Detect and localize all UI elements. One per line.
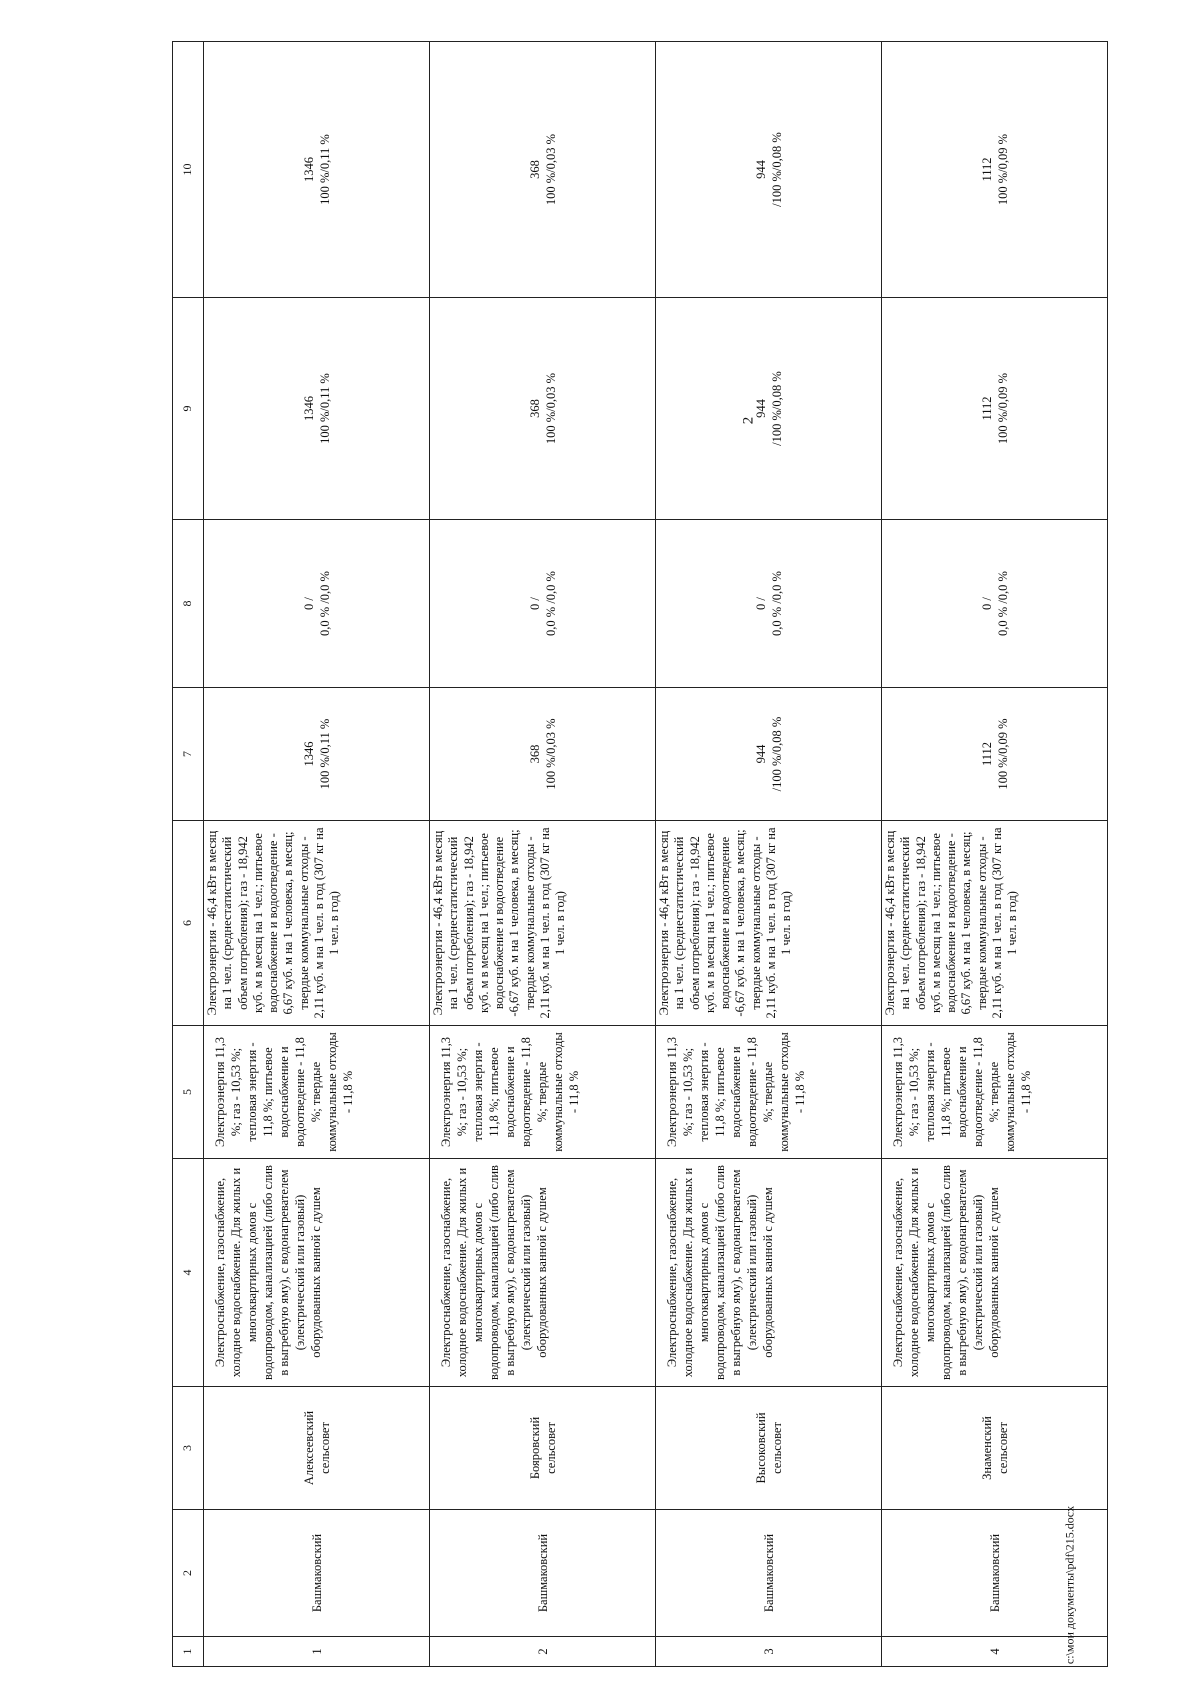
- col-num-5: 5: [173, 1026, 204, 1159]
- col9-value-cell: 1346 100 %/0,11 %: [204, 298, 430, 520]
- col-num-2: 2: [173, 1510, 204, 1637]
- tariff-index-cell: Электроэнергия 11,3 %; газ - 10,53 %; тепловая энергия - 11,8 %; питьевое водоснабжение и водоотведение - 11,8 %; твердые коммунальные отходы - 11,8 %: [204, 1026, 430, 1159]
- col-num-10: 10: [173, 42, 204, 298]
- footer-file-path: c:\мои документы\pdf\215.docx: [1062, 1505, 1077, 1665]
- col10-value-cell: 368 100 %/0,03 %: [430, 42, 656, 298]
- services-cell: Электроснабжение, газоснабжение, холодное водоснабжение. Для жилых и многоквартирных домов с водопроводом, канализацией (либо слив в выгребную яму), с водонагревателем (электрический или газовый) оборудованных ванной с душем: [882, 1159, 1108, 1387]
- consumption-norms-cell: Электроэнергия - 46,4 кВт в месяц на 1 чел. (среднестатистический объем потребления); газ - 18,942 куб. м в месяц на 1 чел.; питьевое водоснабжение и водоотведение - 6,67 куб. м на 1 человека, в месяц; твердые коммунальные отходы - 2,11 куб. м на 1 чел. в год (307 кг на 1 чел. в год): [882, 821, 1108, 1026]
- consumption-norms-cell: Электроэнергия - 46,4 кВт в месяц на 1 чел. (среднестатистический объем потребления); газ - 18,942 куб. м в месяц на 1 чел.; питьевое водоснабжение и водоотведение -6,67 куб. м на 1 человека, в месяц; твердые коммунальные отходы - 2,11 куб. м на 1 чел. в год (307 кг на 1 чел. в год): [430, 821, 656, 1026]
- col8-value-cell: 0 / 0,0 % /0,0 %: [204, 520, 430, 688]
- table-row: [882, 42, 1108, 1667]
- municipality-cell: Знаменский сельсовет: [882, 1387, 1108, 1510]
- table-row: [204, 42, 430, 1667]
- col10-value-cell: 1346 100 %/0,11 %: [204, 42, 430, 298]
- col9-value-cell: 368 100 %/0,03 %: [430, 298, 656, 520]
- col7-value-cell: 1346 100 %/0,11 %: [204, 688, 430, 821]
- row-number: 4: [882, 1637, 1108, 1667]
- row-number: 3: [656, 1637, 882, 1667]
- services-cell: Электроснабжение, газоснабжение, холодное водоснабжение. Для жилых и многоквартирных домов с водопроводом, канализацией (либо слив в выгребную яму), с водонагревателем (электрический или газовый) оборудованных ванной с душем: [656, 1159, 882, 1387]
- services-cell: Электроснабжение, газоснабжение, холодное водоснабжение. Для жилых и многоквартирных домов с водопроводом, канализацией (либо слив в выгребную яму), с водонагревателем (электрический или газовый) оборудованных ванной с душем: [204, 1159, 430, 1387]
- col8-value-cell: 0 / 0,0 % /0,0 %: [882, 520, 1108, 688]
- column-number-row: [173, 42, 204, 1667]
- col8-value-cell: 0 / 0,0 % /0,0 %: [430, 520, 656, 688]
- tariff-index-cell: Электроэнергия 11,3 %; газ - 10,53 %; тепловая энергия - 11,8 %; питьевое водоснабжение и водоотведение - 11,8 %; твердые коммунальные отходы - 11,8 %: [656, 1026, 882, 1159]
- col-num-6: 6: [173, 821, 204, 1026]
- row-number: 2: [430, 1637, 656, 1667]
- col7-value-cell: 944 /100 %/0,08 %: [656, 688, 882, 821]
- district-cell: Башмаковский: [882, 1510, 1108, 1637]
- table-row: [656, 42, 882, 1667]
- tariff-table: [172, 41, 1108, 1667]
- col9-value-cell: 944 /100 %/0,08 %: [656, 298, 882, 520]
- col-num-7: 7: [173, 688, 204, 821]
- district-cell: Башмаковский: [656, 1510, 882, 1637]
- col8-value-cell: 0 / 0,0 % /0,0 %: [656, 520, 882, 688]
- table-row: [430, 42, 656, 1667]
- col10-value-cell: 944 /100 %/0,08 %: [656, 42, 882, 298]
- tariff-index-cell: Электроэнергия 11,3 %; газ - 10,53 %; тепловая энергия - 11,8 %; питьевое водоснабжение и водоотведение - 11,8 %; твердые коммунальные отходы - 11,8 %: [430, 1026, 656, 1159]
- tariff-index-cell: Электроэнергия 11,3 %; газ - 10,53 %; тепловая энергия - 11,8 %; питьевое водоснабжение и водоотведение - 11,8 %; твердые коммунальные отходы - 11,8 %: [882, 1026, 1108, 1159]
- services-cell: Электроснабжение, газоснабжение, холодное водоснабжение. Для жилых и многоквартирных домов с водопроводом, канализацией (либо слив в выгребную яму), с водонагревателем (электрический или газовый) оборудованных ванной с душем: [430, 1159, 656, 1387]
- col-num-8: 8: [173, 520, 204, 688]
- col7-value-cell: 1112 100 %/0,09 %: [882, 688, 1108, 821]
- consumption-norms-cell: Электроэнергия - 46,4 кВт в месяц на 1 чел. (среднестатистический объем потребления); газ - 18,942 куб. м в месяц на 1 чел.; питьевое водоснабжение и водоотведение - 6,67 куб. м на 1 человека, в месяц; твердые коммунальные отходы - 2,11 куб. м на 1 чел. в год (307 кг на 1 чел. в год): [204, 821, 430, 1026]
- district-cell: Башмаковский: [204, 1510, 430, 1637]
- col7-value-cell: 368 100 %/0,03 %: [430, 688, 656, 821]
- col9-value-cell: 1112 100 %/0,09 %: [882, 298, 1108, 520]
- municipality-cell: Алексеевский сельсовет: [204, 1387, 430, 1510]
- col-num-1: 1: [173, 1637, 204, 1667]
- municipality-cell: Бояровский сельсовет: [430, 1387, 656, 1510]
- col-num-3: 3: [173, 1387, 204, 1510]
- municipality-cell: Высоковский сельсовет: [656, 1387, 882, 1510]
- col-num-4: 4: [173, 1159, 204, 1387]
- consumption-norms-cell: Электроэнергия - 46,4 кВт в месяц на 1 чел. (среднестатистический объем потребления); газ - 18,942 куб. м в месяц на 1 чел.; питьевое водоснабжение и водоотведение -6,67 куб. м на 1 человека, в месяц; твердые коммунальные отходы - 2,11 куб. м на 1 чел. в год (307 кг на 1 чел. в год): [656, 821, 882, 1026]
- col-num-9: 9: [173, 298, 204, 520]
- row-number: 1: [204, 1637, 430, 1667]
- district-cell: Башмаковский: [430, 1510, 656, 1637]
- page-number: 2: [740, 416, 757, 425]
- rotated-table-wrapper: [172, 42, 1108, 1667]
- col10-value-cell: 1112 100 %/0,09 %: [882, 42, 1108, 298]
